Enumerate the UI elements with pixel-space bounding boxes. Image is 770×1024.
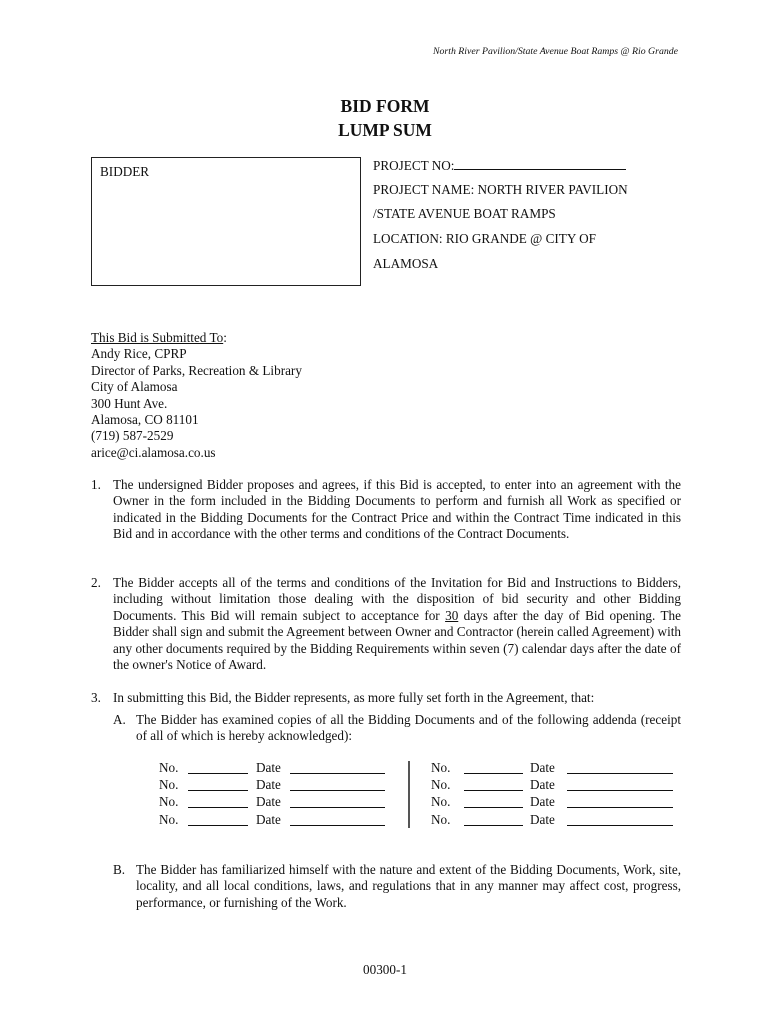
addendum-date-label: Date	[256, 811, 281, 827]
subitem-text: The Bidder has familiarized himself with the nature and extent of the Bidding Documents, Work, site, locality, and all local conditions, laws, and regulations that in any manner may affect cost, progress, performance, or furnishing of the Work.	[136, 862, 681, 910]
addendum-date-field[interactable]	[567, 761, 673, 774]
submitted-to-block	[91, 330, 302, 461]
project-no	[373, 157, 626, 174]
addendum-date-field[interactable]	[290, 795, 385, 808]
addendum-no-field[interactable]	[464, 795, 523, 808]
addendum-no-label: No.	[159, 760, 179, 775]
addendum-date-field[interactable]	[567, 813, 673, 826]
addendum-date-label: Date	[530, 794, 555, 810]
addendum-date-label: Date	[530, 777, 555, 793]
page-number: 00300-1	[363, 962, 407, 977]
subitem-letter: A.	[113, 712, 126, 727]
addendum-date-field[interactable]	[290, 813, 385, 826]
address-line: Andy Rice, CPRP	[91, 346, 187, 362]
bidder-box[interactable]	[91, 157, 361, 286]
addendum-date-label: Date	[256, 777, 281, 793]
item-text: In submitting this Bid, the Bidder represents, as more fully set forth in the Agreement, that:	[113, 690, 595, 705]
item-text: The Bidder accepts all of the terms and conditions of the Invitation for Bid and Instructions to Bidders, including without limitation those dealing with the disposition of bid security and other Bidding Documents. This Bid will remain subject to acceptance for 30 days after the day of Bid opening. The Bidder shall sign and submit the Agreement between Owner and Contractor (herein called Agreement) with any other documents required by the Bidding Requirements within seven (7) calendar days after the date of the owner's Notice of Award.	[113, 575, 681, 673]
addendum-no-field[interactable]	[188, 795, 248, 808]
addendum-no-label: No.	[431, 794, 451, 810]
project-no-label: PROJECT NO:	[373, 158, 455, 173]
addendum-no-field[interactable]	[188, 813, 248, 826]
addendum-date-label: Date	[530, 811, 555, 827]
subitem-letter: B.	[113, 862, 126, 877]
addendum-no-label: No.	[159, 777, 179, 793]
bidder-label: BIDDER	[100, 164, 150, 179]
address-line: (719) 587-2529	[91, 428, 174, 444]
addendum-no-field[interactable]	[188, 761, 248, 774]
addendum-date-field[interactable]	[290, 761, 385, 774]
submitted-to-heading: This Bid is Submitted To:	[91, 330, 227, 345]
addendum-no-field[interactable]	[188, 778, 248, 791]
addendum-date-field[interactable]	[567, 778, 673, 791]
subitem-a	[113, 712, 681, 745]
addendum-date-label: Date	[256, 760, 281, 775]
address-line: 300 Hunt Ave.	[91, 395, 168, 411]
address-line: Alamosa, CO 81101	[91, 412, 199, 428]
addendum-no-label: No.	[159, 811, 179, 827]
item-number: 2.	[91, 575, 101, 590]
project-no-blank[interactable]	[454, 157, 626, 170]
address-line: City of Alamosa	[91, 379, 178, 395]
project-name-line2: /STATE AVENUE BOAT RAMPS	[373, 206, 556, 221]
item-1	[91, 477, 681, 543]
addendum-no-label: No.	[431, 811, 451, 827]
form-subtitle: LUMP SUM	[338, 120, 432, 140]
item-text: The undersigned Bidder proposes and agrees, if this Bid is accepted, to enter into an agreement with the Owner in the form included in the Bidding Documents to perform and furnish all Work as specified or indicated in the Bidding Documents for the Contract Price and within the Contract Time indicated in this Bid and in accordance with the other terms and conditions of the Contract Documents.	[113, 477, 681, 542]
addendum-no-label: No.	[431, 777, 451, 793]
item-number: 3.	[91, 690, 101, 705]
project-location-line2: ALAMOSA	[373, 256, 439, 271]
addendum-no-label: No.	[431, 760, 451, 775]
project-name-line1: PROJECT NAME: NORTH RIVER PAVILION	[373, 182, 628, 197]
subitem-b	[113, 862, 681, 911]
address-line: Director of Parks, Recreation & Library	[91, 362, 302, 378]
addenda-divider	[408, 761, 410, 828]
running-header: North River Pavilion/State Avenue Boat Ramps @ Rio Grande	[432, 46, 678, 57]
addendum-date-label: Date	[530, 760, 555, 775]
form-title: BID FORM	[340, 96, 430, 116]
subitem-text: The Bidder has examined copies of all the Bidding Documents and of the following addenda (receipt of all of which is hereby acknowledged):	[136, 712, 681, 744]
addendum-date-field[interactable]	[567, 795, 673, 808]
address-email: arice@ci.alamosa.co.us	[91, 444, 216, 460]
addendum-no-field[interactable]	[464, 778, 523, 791]
addendum-no-field[interactable]	[464, 761, 523, 774]
acceptance-days: 30	[445, 607, 459, 623]
addendum-no-label: No.	[159, 794, 179, 810]
addendum-date-label: Date	[256, 794, 281, 810]
project-location-line1: LOCATION: RIO GRANDE @ CITY OF	[373, 231, 597, 246]
addendum-no-field[interactable]	[464, 813, 523, 826]
item-3	[91, 690, 681, 706]
addendum-date-field[interactable]	[290, 778, 385, 791]
item-2	[91, 575, 681, 673]
item-number: 1.	[91, 477, 101, 492]
